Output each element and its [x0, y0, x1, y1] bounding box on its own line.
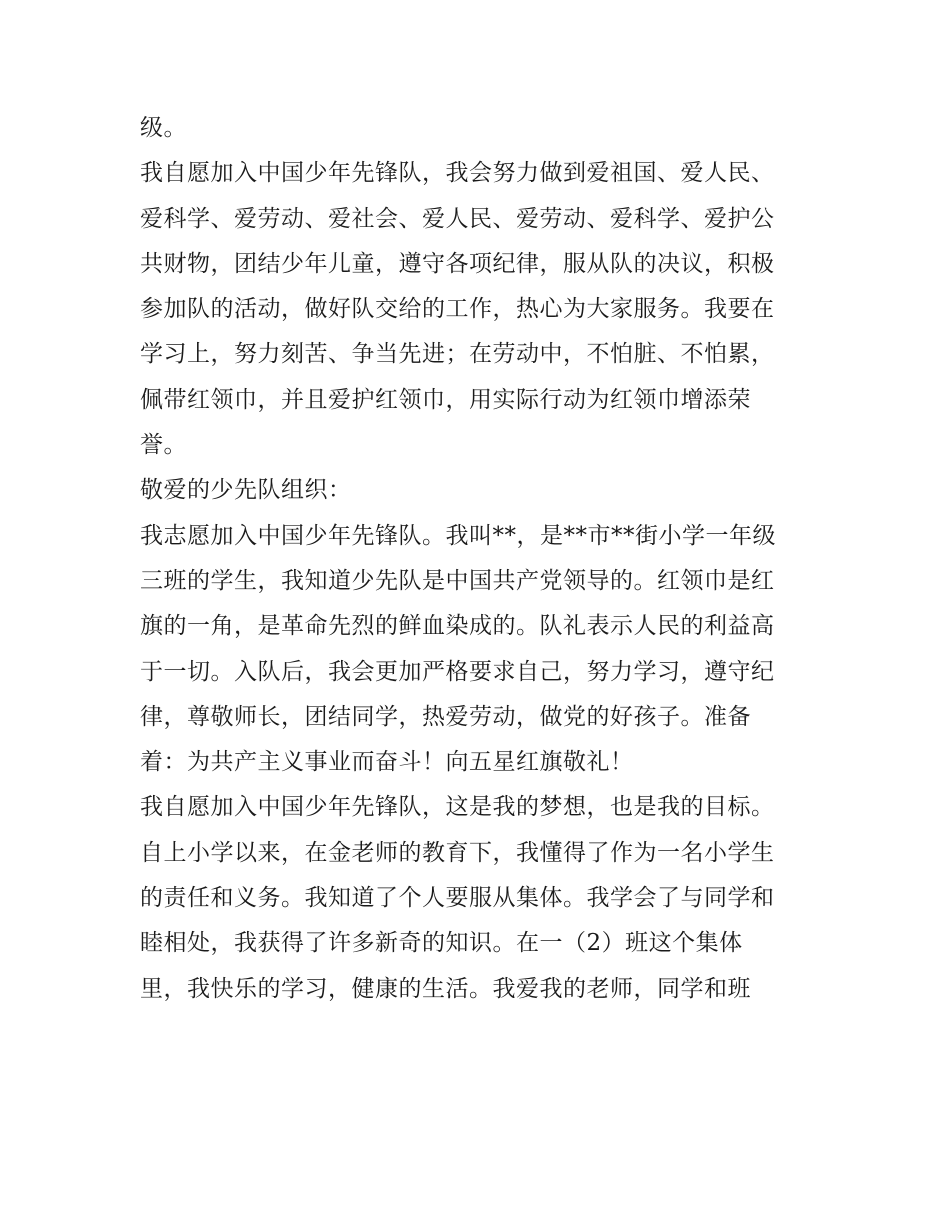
text-line: 自上小学以来，在金老师的教育下，我懂得了作为一名小学生	[140, 839, 775, 866]
text-line: 级。	[140, 115, 187, 141]
text-line: 我自愿加入中国少年先锋队，这是我的梦想，也是我的目标。	[140, 794, 775, 821]
text-line: 睦相处，我获得了许多新奇的知识。在一（2）班这个集体	[140, 930, 743, 957]
text-line: 律，尊敬师长，团结同学，热爱劳动，做党的好孩子。准备	[140, 703, 751, 730]
text-line: 共财物，团结少年儿童，遵守各项纪律，服从队的决议，积极	[140, 250, 775, 277]
text-line: 誉。	[140, 432, 187, 459]
text-line: 的责任和义务。我知道了个人要服从集体。我学会了与同学和	[140, 885, 775, 912]
text-line: 于一切。入队后，我会更加严格要求自己，努力学习，遵守纪	[140, 658, 775, 685]
text-line: 参加队的活动，做好队交给的工作，热心为大家服务。我要在	[140, 296, 775, 323]
text-line: 我自愿加入中国少年先锋队，我会努力做到爱祖国、爱人民、	[140, 160, 775, 187]
text-line: 我志愿加入中国少年先锋队。我叫**，是**市**街小学一年级	[140, 522, 776, 549]
salutation-line: 敬爱的少先队组织：	[140, 477, 352, 504]
text-line: 佩带红领巾，并且爱护红领巾，用实际行动为红领巾增添荣	[140, 386, 751, 413]
document-body	[140, 106, 820, 1012]
text-line: 旗的一角，是革命先烈的鲜血染成的。队礼表示人民的利益高	[140, 613, 775, 640]
text-line: 学习上，努力刻苦、争当先进；在劳动中，不怕脏、不怕累，	[140, 341, 775, 368]
text-line: 里，我快乐的学习，健康的生活。我爱我的老师，同学和班	[140, 975, 751, 1002]
text-line: 着：为共产主义事业而奋斗！向五星红旗敬礼！	[140, 749, 634, 776]
text-line: 三班的学生，我知道少先队是中国共产党领导的。红领巾是红	[140, 567, 775, 594]
text-line: 爱科学、爱劳动、爱社会、爱人民、爱劳动、爱科学、爱护公	[140, 205, 775, 232]
